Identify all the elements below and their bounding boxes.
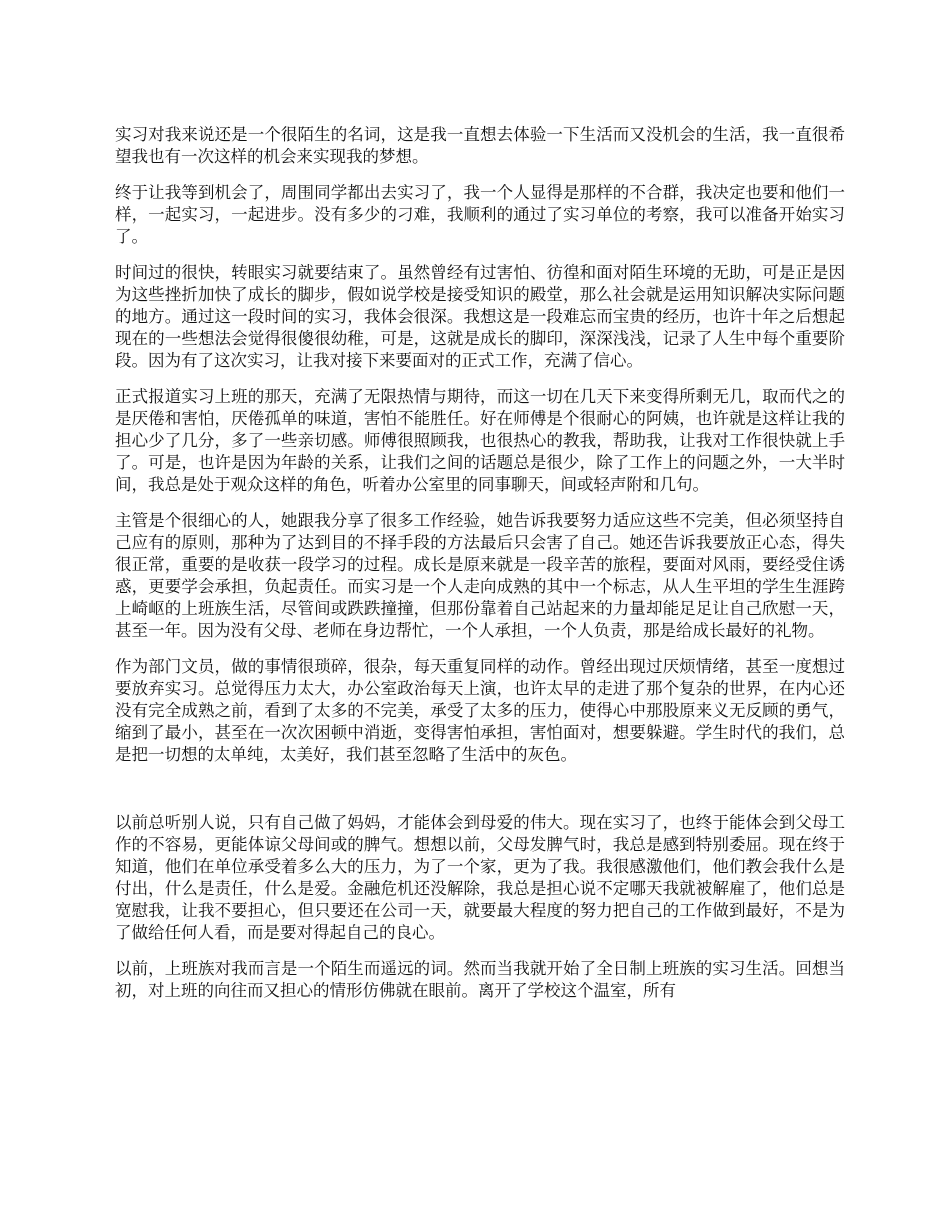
section-gap [115,780,845,812]
paragraph-2: 终于让我等到机会了，周围同学都出去实习了，我一个人显得是那样的不合群，我决定也要和他们一样，一起实习，一起进步。没有多少的刁难，我顺利的通过了实习单位的考察，我可以准备开始实习了。 [115,183,845,246]
paragraph-8: 以前，上班族对我而言是一个陌生而遥远的词。然而当我就开始了全日制上班族的实习生活。回想当初，对上班的向往而又担心的情形仿佛就在眼前。离开了学校这个温室，所有 [115,959,845,1000]
paragraph-4: 正式报道实习上班的那天，充满了无限热情与期待，而这一切在几天下来变得所剩无几，取而代之的是厌倦和害怕，厌倦孤单的味道，害怕不能胜任。好在师傅是个很耐心的阿姨，也许就是这样让我的担心少了几分，多了一些亲切感。师傅很照顾我，也很热心的教我，帮助我，让我对工作很快就上手了。可是，也许是因为年龄的关系，让我们之间的话题总是很少，除了工作上的问题之外，一大半时间，我总是处于观众这样的角色，听着办公室里的同事聊天，间或轻声附和几句。 [115,387,845,494]
paragraph-3: 时间过的很快，转眼实习就要结束了。虽然曾经有过害怕、彷徨和面对陌生环境的无助，可是正是因为这些挫折加快了成长的脚步，假如说学校是接受知识的殿堂，那么社会就是运用知识解决实际问题的地方。通过这一段时间的实习，我体会很深。我想这是一段难忘而宝贵的经历，也许十年之后想起现在的一些想法会觉得很傻很幼稚，可是，这就是成长的脚印，深深浅浅，记录了人生中每个重要阶段。因为有了这次实习，让我对接下来要面对的正式工作，充满了信心。 [115,263,845,370]
paragraph-7: 以前总听别人说，只有自己做了妈妈，才能体会到母爱的伟大。现在实习了，也终于能体会到父母工作的不容易，更能体谅父母间或的脾气。想想以前，父母发脾气时，我总是感到特别委屈。现在终于知道，他们在单位承受着多么大的压力，为了一个家，更为了我。我很感激他们，他们教会我什么是付出，什么是责任，什么是爱。金融危机还没解除，我总是担心说不定哪天我就被解雇了，他们总是宽慰我，让我不要担心，但只要还在公司一天，就要最大程度的努力把自己的工作做到最好，不是为了做给任何人看，而是要对得起自己的良心。 [115,813,845,942]
paragraph-5: 主管是个很细心的人，她跟我分享了很多工作经验，她告诉我要努力适应这些不完美，但必须坚持自己应有的原则，那种为了达到目的不择手段的方法最后只会害了自己。她还告诉我要放正心态，得失很正常，重要的是收获一段学习的过程。成长是原来就是一段辛苦的旅程，要面对风雨，要经受住诱惑，更要学会承担，负起责任。而实习是一个人走向成熟的其中一个标志，从人生平坦的学生生涯跨上崎岖的上班族生活，尽管间或跌跌撞撞，但那份靠着自己站起来的力量却能足足让自己欣慰一天，甚至一年。因为没有父母、老师在身边帮忙，一个人承担，一个人负责，那是给成长最好的礼物。 [115,511,845,640]
document-body [115,124,845,1016]
paragraph-6: 作为部门文员，做的事情很琐碎，很杂，每天重复同样的动作。曾经出现过厌烦情绪，甚至一度想过要放弃实习。总觉得压力太大，办公室政治每天上演，也许太早的走进了那个复杂的世界，在内心还没有完全成熟之前，看到了太多的不完美，承受了太多的压力，使得心中那股原来义无反顾的勇气，缩到了最小，甚至在一次次困顿中消逝，变得害怕承担，害怕面对，想要躲避。学生时代的我们，总是把一切想的太单纯，太美好，我们甚至忽略了生活中的灰色。 [115,657,845,764]
paragraph-1: 实习对我来说还是一个很陌生的名词，这是我一直想去体验一下生活而又没机会的生活，我一直很希望我也有一次这样的机会来实现我的梦想。 [115,125,845,166]
